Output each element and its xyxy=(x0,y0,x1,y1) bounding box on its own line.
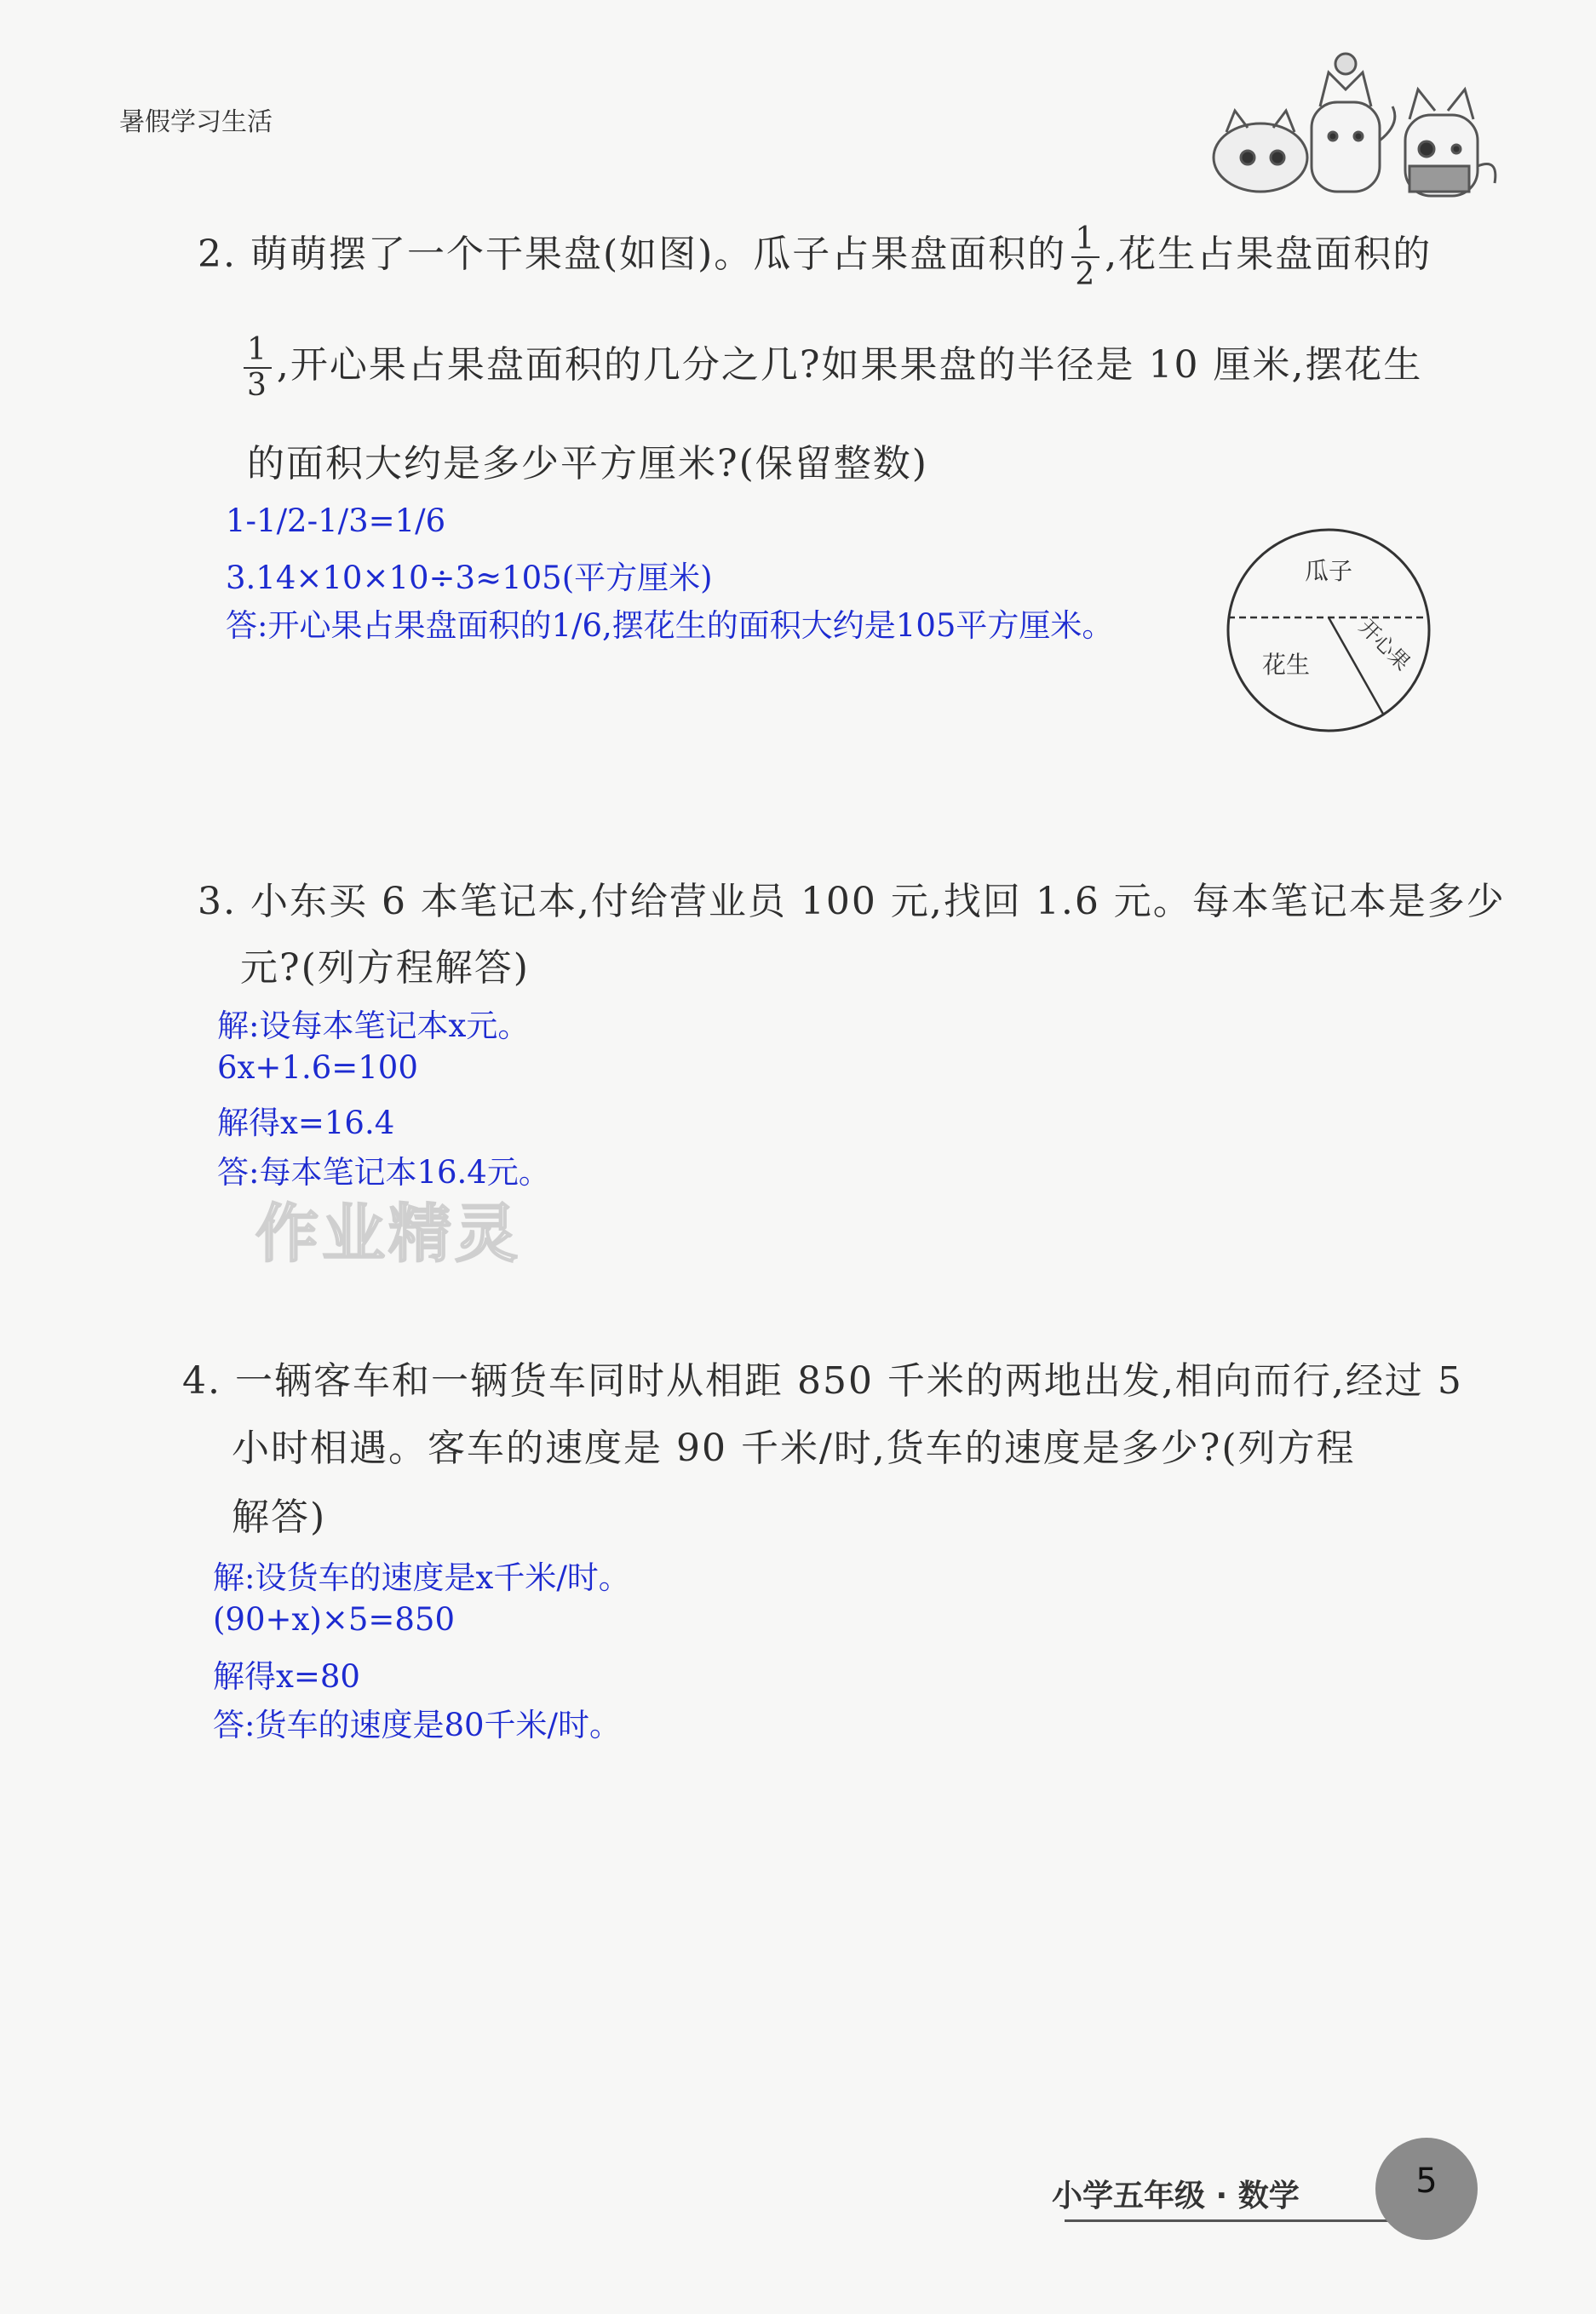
q2-fraction-third xyxy=(244,331,272,403)
header-title: 暑假学习生活 xyxy=(119,107,273,137)
q3-answer-line: 6x+1.6=100 xyxy=(217,1049,418,1086)
fraction-denominator: 3 xyxy=(247,367,268,403)
plate-label-huasheng: 花生 xyxy=(1261,651,1311,679)
q4-line2: 小时相遇。客车的速度是 90 千米/时,货车的速度是多少?(列方程 xyxy=(232,1427,1356,1470)
footer-label: 小学五年级 · 数学 xyxy=(1052,2179,1300,2214)
q2-line3: 的面积大约是多少平方厘米?(保留整数) xyxy=(247,442,928,485)
q2-answer-line: 1-1/2-1/3=1/6 xyxy=(226,502,446,539)
q4-answer-line: 答:货车的速度是80千米/时。 xyxy=(213,1707,622,1743)
q2-line2 xyxy=(238,331,1423,403)
fruit-plate-diagram xyxy=(1209,524,1448,737)
q3-answer-line: 解:设每本笔记本x元。 xyxy=(217,1008,530,1044)
fraction-denominator: 2 xyxy=(1075,256,1097,292)
q4-answer-line: 解:设货车的速度是x千米/时。 xyxy=(213,1559,630,1596)
plate-label-kaixinguo: 开心果 xyxy=(1354,614,1415,675)
page-number: 5 xyxy=(1415,2162,1438,2201)
q2-fraction-half xyxy=(1071,221,1099,292)
q3-line2: 元?(列方程解答) xyxy=(240,946,530,990)
fraction-numerator: 1 xyxy=(244,335,272,369)
watermark: 作业精灵 xyxy=(255,1197,521,1271)
fraction-numerator: 1 xyxy=(1071,224,1099,258)
q2-line1-text-b: ,花生占果盘面积的 xyxy=(1105,233,1432,276)
q4-answer-line: (90+x)×5=850 xyxy=(213,1601,455,1638)
footer-underline xyxy=(1065,2219,1418,2222)
q2-line2-text: ,开心果占果盘面积的几分之几?如果果盘的半径是 10 厘米,摆花生 xyxy=(276,343,1423,387)
q4-line3: 解答) xyxy=(232,1496,327,1539)
q2-answer-line: 3.14×10×10÷3≈105(平方厘米) xyxy=(226,560,713,596)
q2-line1-text-a: 2. 萌萌摆了一个干果盘(如图)。瓜子占果盘面积的 xyxy=(198,233,1067,276)
q3-answer-line: 解得x=16.4 xyxy=(217,1105,395,1141)
q4-line1: 4. 一辆客车和一辆货车同时从相距 850 千米的两地出发,相向而行,经过 5 xyxy=(182,1359,1463,1403)
q3-line1: 3. 小东买 6 本笔记本,付给营业员 100 元,找回 1.6 元。每本笔记本是多少 xyxy=(198,880,1506,923)
q4-answer-line: 解得x=80 xyxy=(213,1658,360,1695)
cats-illustration xyxy=(1201,38,1507,200)
q3-answer-line: 答:每本笔记本16.4元。 xyxy=(217,1154,550,1191)
q2-answer-line: 答:开心果占果盘面积的1/6,摆花生的面积大约是105平方厘米。 xyxy=(226,607,1114,644)
plate-label-guazi: 瓜子 xyxy=(1304,557,1353,585)
q2-line1 xyxy=(198,223,1432,290)
